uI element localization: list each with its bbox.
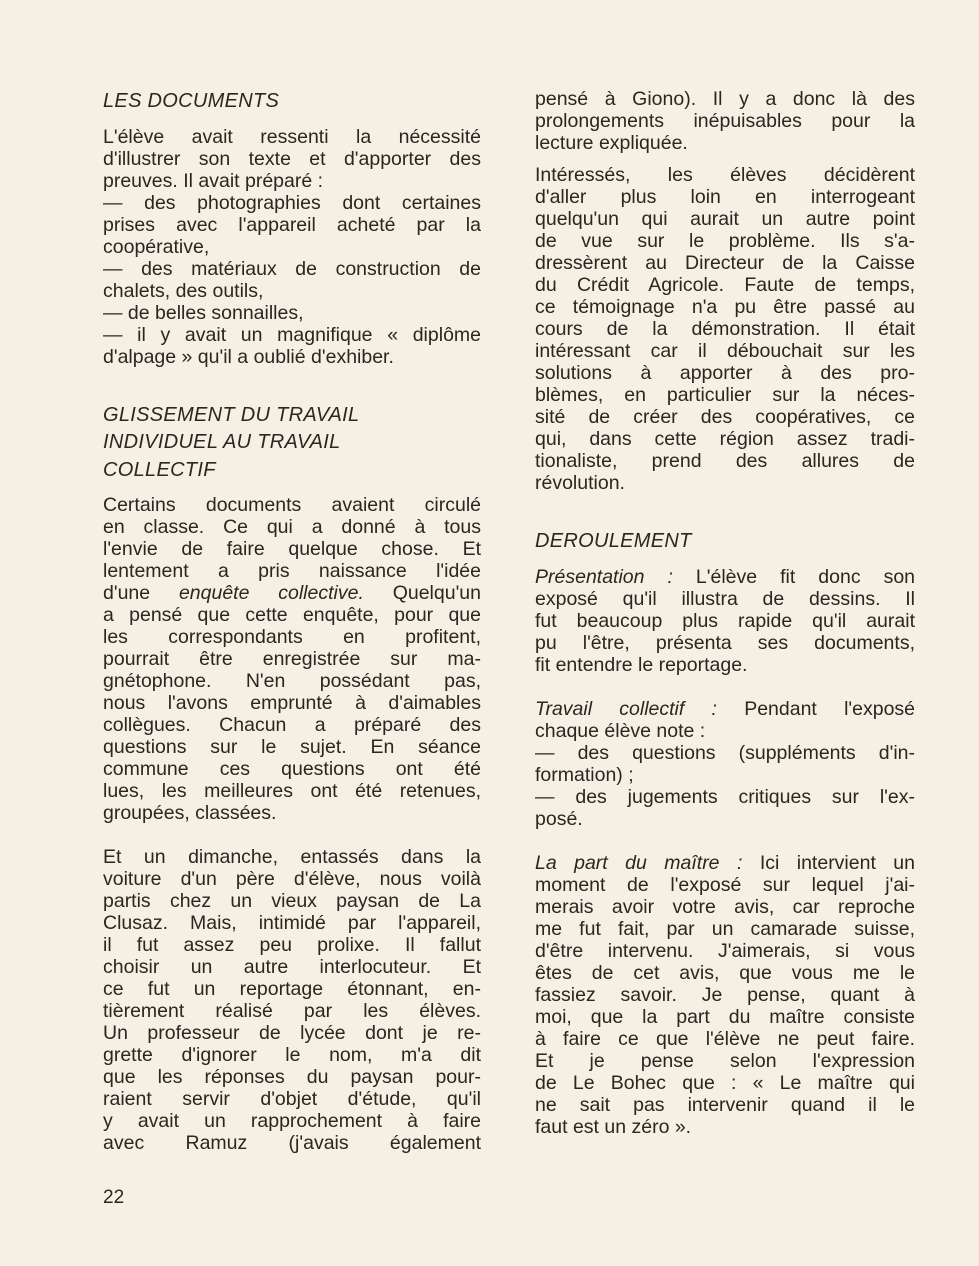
paragraph-giono <box>535 88 915 154</box>
text-line: lecture expliquée. <box>535 132 688 154</box>
text-line: révolution. <box>535 472 625 494</box>
text-line: intéressant car il débouchait sur les <box>535 340 915 362</box>
text-line: prises avec l'appareil acheté par la <box>103 213 481 236</box>
text-line: il fut assez peu prolixe. Il fallut <box>103 934 481 956</box>
text-line: solutions à apporter à des pro- <box>535 362 915 384</box>
text-line: de Le Bohec que : « Le maître qui <box>535 1071 915 1094</box>
text-line: grette d'ignorer le nom, m'a dit <box>103 1044 481 1066</box>
heading-les-documents: LES DOCUMENTS <box>103 90 280 112</box>
paragraph-part-du-maitre <box>535 852 915 1138</box>
text-line: tionaliste, prend des allures de <box>535 450 915 472</box>
text-line: Travail collectif : Pendant l'exposé <box>535 697 916 720</box>
heading-glissement <box>103 402 481 485</box>
text-line: fit entendre le reportage. <box>535 653 748 676</box>
text-line: en classe. Ce qui a donné à tous <box>103 516 481 538</box>
label-presentation: Présentation : <box>535 565 673 588</box>
text-line: d'alpage » qu'il a oublié d'exhiber. <box>103 345 394 368</box>
text-line: — des photographies dont certaines <box>103 191 481 214</box>
text-line: — des questions (suppléments d'in- <box>535 741 915 764</box>
text-line: ce fut un reportage étonnant, en- <box>103 978 481 1000</box>
paragraph-presentation <box>535 566 915 676</box>
text-line: formation) ; <box>535 763 634 786</box>
text-line: d'être intervenu. J'aimerais, si vous <box>535 939 915 962</box>
text-line: qui, dans cette région assez tradi- <box>535 428 915 450</box>
text-line: questions sur le sujet. En séance <box>103 736 481 758</box>
text-line: voiture d'un père d'élève, nous voilà <box>103 868 481 890</box>
text-line: de vue sur le problème. Ils s'a- <box>535 230 915 252</box>
text-line: — des matériaux de construction de <box>103 257 481 280</box>
text-line: Présentation : L'élève fit donc son <box>535 565 916 588</box>
text-line: ne sait pas intervenir quand il le <box>535 1093 915 1116</box>
text-line: l'envie de faire quelque chose. Et <box>103 538 481 560</box>
text-line: moi, que la part du maître consiste <box>535 1005 915 1028</box>
text-line: a pensé que cette enquête, pour que <box>103 604 481 626</box>
text-line: Intéressés, les élèves décidèrent <box>535 164 915 186</box>
text-line: commune ces questions ont été <box>103 758 481 780</box>
paragraph-travail-collectif <box>535 698 915 830</box>
text-line: partis chez un vieux paysan de La <box>103 890 481 912</box>
text-line: pu l'être, présenta ses documents, <box>535 631 915 654</box>
text-line: Et je pense selon l'expression <box>535 1049 915 1072</box>
text-line: exposé qu'il illustra de dessins. Il <box>535 587 915 610</box>
text-line: choisir un autre interlocuteur. Et <box>103 956 481 978</box>
label-travail-collectif: Travail collectif : <box>535 697 717 720</box>
text-line: Clusaz. Mais, intimidé par l'appareil, <box>103 912 481 934</box>
text-line: Un professeur de lycée dont je re- <box>103 1022 481 1044</box>
text-line: y avait un rapprochement à faire <box>103 1110 481 1132</box>
text-line: gnétophone. N'en possédant pas, <box>103 670 481 692</box>
label-part-du-maitre: La part du maître : <box>535 851 743 874</box>
text-line: La part du maître : Ici intervient un <box>535 851 915 874</box>
text-line: collègues. Chacun a préparé des <box>103 714 481 736</box>
text-line: Et un dimanche, entassés dans la <box>103 846 481 868</box>
emphasis-enquete-collective: enquête collective. <box>178 582 364 604</box>
text-line: sité de créer des coopératives, ce <box>535 406 915 428</box>
text-line: L'élève avait ressenti la nécessité <box>103 125 481 148</box>
heading-deroulement: DEROULEMENT <box>535 530 692 552</box>
text-line: que les réponses du paysan pour- <box>103 1066 481 1088</box>
text-line: quelqu'un qui aurait un autre point <box>535 208 915 230</box>
text-line: merais avoir votre avis, car reproche <box>535 895 915 918</box>
text-line: groupées, classées. <box>103 802 277 824</box>
text-line: êtes de cet avis, que vous me le <box>535 961 915 984</box>
text-line: cours de la démonstration. Il était <box>535 318 915 340</box>
text-line: lentement a pris naissance l'idée <box>103 560 481 582</box>
text-line: avec Ramuz (j'avais également <box>103 1132 481 1154</box>
text-line: preuves. Il avait préparé : <box>103 169 324 192</box>
text-line: à faire ce que l'élève ne peut faire. <box>535 1027 915 1050</box>
paragraph-dimanche <box>103 846 481 1154</box>
paragraph-certains-documents <box>103 494 481 824</box>
paragraph-documents <box>103 126 481 368</box>
page-number: 22 <box>103 1187 125 1208</box>
text-line: coopérative, <box>103 235 210 258</box>
text-line: les correspondants en profitent, <box>103 626 481 648</box>
right-column <box>535 88 915 1138</box>
text-line: posé. <box>535 807 583 830</box>
paragraph-interesses <box>535 164 915 494</box>
text-line: chaque élève note : <box>535 719 706 742</box>
text-line: — il y avait un magnifique « diplôme <box>103 323 481 346</box>
text-line: lues, les meilleures ont été retenues, <box>103 780 481 802</box>
text-line: ce témoignage n'a pu être passé au <box>535 296 915 318</box>
text-line: faut est un zéro ». <box>535 1115 692 1138</box>
heading-line: GLISSEMENT DU TRAVAIL <box>103 403 360 426</box>
text-line: moment de l'exposé sur lequel j'ai- <box>535 873 915 896</box>
heading-line: COLLECTIF <box>103 458 216 481</box>
text-line: blèmes, en particulier sur la néces- <box>535 384 915 406</box>
text-line: pourrait être enregistrée sur ma- <box>103 648 481 670</box>
text-line: dressèrent au Directeur de la Caisse <box>535 252 915 274</box>
text-line: chalets, des outils, <box>103 279 264 302</box>
text-line: tièrement réalisé par les élèves. <box>103 1000 481 1022</box>
text-line: — de belles sonnailles, <box>103 301 304 324</box>
text-line: fut beaucoup plus rapide qu'il aurait <box>535 609 915 632</box>
text-line: du Crédit Agricole. Faute de temps, <box>535 274 915 296</box>
text-line: prolongements inépuisables pour la <box>535 110 915 132</box>
text-line: Certains documents avaient circulé <box>103 494 481 516</box>
text-line: d'illustrer son texte et d'apporter des <box>103 147 481 170</box>
text-line: pensé à Giono). Il y a donc là des <box>535 88 915 110</box>
text-line: nous l'avons emprunté à d'aimables <box>103 692 481 714</box>
text-line: — des jugements critiques sur l'ex- <box>535 785 915 808</box>
heading-line: INDIVIDUEL AU TRAVAIL <box>103 431 341 453</box>
left-column <box>103 88 481 1154</box>
text-line: d'une enquête collective. Quelqu'un <box>103 582 481 604</box>
text-line: fassiez savoir. Je pense, quant à <box>535 983 915 1006</box>
text-line: raient servir d'objet d'étude, qu'il <box>103 1088 481 1110</box>
text-line: d'aller plus loin en interrogeant <box>535 186 915 208</box>
text-line: me fut fait, par un camarade suisse, <box>535 917 915 940</box>
